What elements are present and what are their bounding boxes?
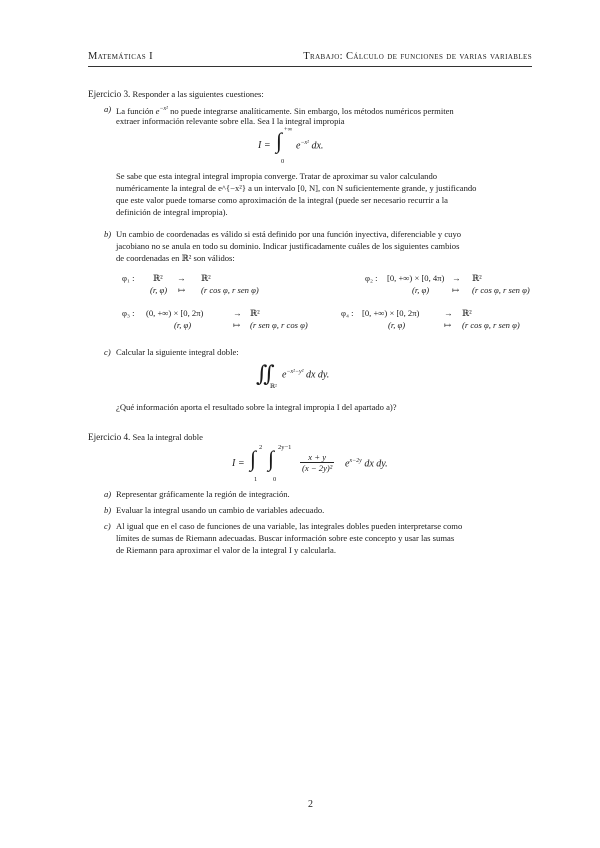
phi1-name: φ₁ :: [122, 273, 135, 283]
integral-upper-limit: +∞: [284, 126, 293, 133]
item-3c-label: c): [104, 347, 111, 357]
item-3a-p1: Se sabe que esta integral integral impropia converge. Tratar de aproximar su valor calculando: [116, 171, 438, 181]
exercise-3-intro: Responder a las siguientes cuestiones:: [132, 89, 264, 99]
ex4-fraction: [300, 452, 334, 473]
phi4-name: φ₄ :: [341, 308, 354, 318]
item-4b-label: b): [104, 505, 112, 515]
phi4-codomain: ℝ²: [462, 308, 472, 318]
item-3a-p4: definición de integral impropia).: [116, 207, 228, 217]
item-3c-question: ¿Qué información aporta el resultado sobre la integral impropia I del apartado a)?: [116, 402, 397, 412]
double-integral-domain: ℝ²: [270, 384, 277, 390]
double-integral-sign: ∬: [256, 361, 275, 386]
phi2-arrow: →: [452, 273, 461, 283]
item-4a-text: Representar gráficamente la región de integración.: [116, 489, 290, 499]
exercise-3-heading: [88, 88, 264, 100]
ex4-dxdy: dx dy.: [364, 458, 388, 470]
phi1-codomain: ℝ²: [201, 273, 211, 283]
phi3-var: (r, φ): [174, 320, 192, 330]
ex4-exponential: [345, 458, 388, 469]
item-4a-label: a): [104, 489, 112, 499]
exercise-3-title: Ejercicio 3.: [88, 89, 131, 99]
item-3a-line1-end: no puede integrarse analíticamente. Sin embargo, los métodos numéricos permiten: [170, 105, 454, 116]
phi2-var: (r, φ): [412, 285, 430, 295]
item-3a-label: a): [104, 104, 112, 114]
phi3-domain: (0, +∞) × [0, 2π): [146, 308, 204, 318]
ex4-frac-numerator: x + y: [300, 452, 334, 463]
item-4c-line2: límites de sumas de Riemann adecuadas. Buscar información sobre este concepto y usar las sumas: [116, 533, 455, 543]
header-rule: [88, 66, 532, 67]
ex4-outer-lower: 1: [254, 476, 258, 483]
phi2-maps: ↦: [452, 285, 460, 295]
page-number: 2: [308, 799, 313, 810]
item-3a-exp-power: −x²: [159, 106, 168, 112]
integrand-power: −x²: [300, 140, 309, 146]
ex4-frac-denominator: (x − 2y)²: [302, 463, 333, 473]
double-integrand-base: e: [282, 369, 287, 381]
double-integrand: [282, 369, 329, 380]
item-3b-p2: jacobiano no se anula en todo su dominio. Indicar justificadamente cuáles de los siguientes cambios: [116, 241, 460, 251]
phi2-domain: [0, +∞) × [0, 4π): [387, 273, 445, 283]
exercise-4-heading: [88, 431, 203, 443]
exercise-4-intro: Sea la integral doble: [132, 432, 203, 442]
phi4-domain: [0, +∞) × [0, 2π): [362, 308, 420, 318]
item-3a-p2: numéricamente la integral de e^{−x²} a un intervalo [0, N], con N suficientemente grande, y justificando: [116, 183, 477, 193]
item-3a-exp-base: e: [155, 105, 160, 116]
integrand-dx: dx.: [311, 140, 324, 152]
item-4c-line1: Al igual que en el caso de funciones de una variable, las integrales dobles pueden interpretarse como: [116, 521, 463, 531]
phi1-domain: ℝ²: [153, 273, 163, 283]
phi1-var: (r, φ): [150, 285, 168, 295]
ex4-outer-integral: ∫: [250, 446, 257, 471]
ex4-eq-lhs-text: I =: [232, 458, 245, 469]
phi3-maps: ↦: [233, 320, 241, 330]
item-3a-p3: que este valor puede tomarse como aproximación de la integral (puede ser necesario recurrir a la: [116, 195, 448, 205]
ex4-inner-lower: 0: [273, 476, 277, 483]
integrand: [296, 140, 323, 151]
item-4c-line3: de Riemann para aproximar el valor de la integral I y calcularla.: [116, 545, 336, 555]
header-assignment: Trabajo: Cálculo de funciones de varias variables: [303, 51, 532, 62]
header-course: Matemáticas I: [88, 51, 153, 62]
phi3-image: (r sen φ, r cos φ): [250, 320, 308, 330]
integral-sign: ∫: [276, 128, 283, 153]
phi3-name: φ₃ :: [122, 308, 135, 318]
item-4c-label: c): [104, 521, 111, 531]
eq-lhs: I =: [258, 140, 271, 151]
phi2-name: φ₂ :: [365, 273, 378, 283]
phi3-codomain: ℝ²: [250, 308, 260, 318]
ex4-inner-upper: 2y−1: [278, 444, 292, 451]
integrand-base: e: [296, 140, 301, 152]
phi1-image: (r cos φ, r sen φ): [201, 285, 259, 295]
phi2-codomain: ℝ²: [472, 273, 482, 283]
item-3c-p1: Calcular la siguiente integral doble:: [116, 347, 239, 357]
double-integrand-power: −x²−y²: [286, 369, 304, 375]
phi3-arrow: →: [233, 308, 242, 318]
double-integrand-dxdy: dx dy.: [305, 369, 330, 381]
ex4-exp-power: x−2y: [349, 458, 362, 464]
phi1-arrow: →: [177, 273, 186, 283]
item-3a-line2: extraer información relevante sobre ella. Sea I la integral impropia: [116, 116, 345, 126]
ex4-outer-upper: 2: [259, 444, 263, 451]
equation-improper-integral: [258, 140, 271, 151]
phi4-image: (r cos φ, r sen φ): [462, 320, 520, 330]
item-3b-p1: Un cambio de coordenadas es válido si está definido por una función inyectiva, diferenciable y cuyo: [116, 229, 462, 239]
item-3b-label: b): [104, 229, 112, 239]
ex4-inner-integral: ∫: [268, 446, 275, 471]
phi4-maps: ↦: [444, 320, 452, 330]
integral-lower-limit: 0: [281, 158, 285, 165]
phi4-arrow: →: [444, 308, 453, 318]
item-4b-text: Evaluar la integral usando un cambio de variables adecuado.: [116, 505, 325, 515]
phi1-maps: ↦: [178, 285, 186, 295]
phi4-var: (r, φ): [388, 320, 406, 330]
phi2-image: (r cos φ, r sen φ): [472, 285, 530, 295]
item-3a-line1-start: La función: [116, 105, 154, 116]
ex4-exp-base: e: [345, 458, 350, 470]
exercise-4-title: Ejercicio 4.: [88, 432, 131, 442]
item-3b-p3: de coordenadas en ℝ² son válidos:: [116, 253, 235, 263]
ex4-eq-lhs: [232, 458, 245, 469]
